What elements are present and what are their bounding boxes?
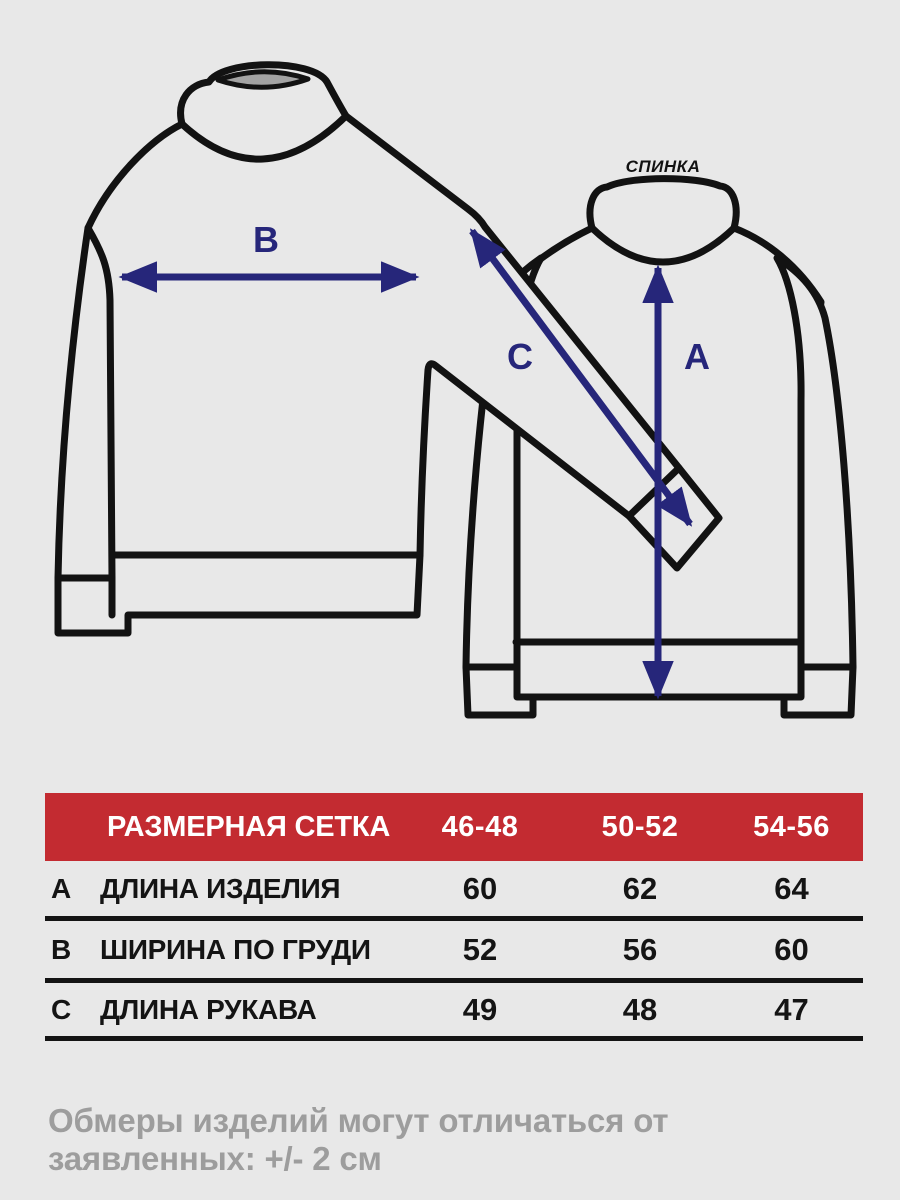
size-table xyxy=(45,793,863,1041)
size-column-3: 54-56 xyxy=(753,810,830,843)
row-letter: A xyxy=(51,872,72,904)
table-row-length xyxy=(45,861,863,921)
size-column-2: 50-52 xyxy=(601,810,679,843)
collar-opening xyxy=(218,72,308,88)
tolerance-note: Обмеры изделий могут отличаться от заявленных: +/- 2 см xyxy=(48,1102,669,1177)
table-row-sleeve xyxy=(45,983,863,1041)
row-value: 48 xyxy=(622,991,658,1027)
row-label: ШИРИНА ПО ГРУДИ xyxy=(100,933,371,965)
row-value: 56 xyxy=(622,931,658,967)
label-b: B xyxy=(253,219,279,260)
row-value: 60 xyxy=(462,870,498,906)
size-table-header xyxy=(45,793,863,861)
label-c: C xyxy=(507,336,533,377)
row-letter: B xyxy=(51,933,72,965)
back-view-caption: СПИНКА xyxy=(625,157,701,176)
row-value: 60 xyxy=(774,931,809,967)
label-a: A xyxy=(684,336,710,377)
row-value: 62 xyxy=(622,870,658,906)
row-value: 47 xyxy=(774,991,809,1027)
size-column-1: 46-48 xyxy=(441,810,519,843)
row-label: ДЛИНА РУКАВА xyxy=(100,993,317,1025)
row-value: 49 xyxy=(462,991,498,1027)
row-label: ДЛИНА ИЗДЕЛИЯ xyxy=(100,872,341,904)
table-title: РАЗМЕРНАЯ СЕТКА xyxy=(107,810,391,843)
row-value: 64 xyxy=(774,870,809,906)
table-row-chest xyxy=(45,921,863,983)
row-value: 52 xyxy=(462,931,498,967)
row-letter: C xyxy=(51,993,72,1025)
